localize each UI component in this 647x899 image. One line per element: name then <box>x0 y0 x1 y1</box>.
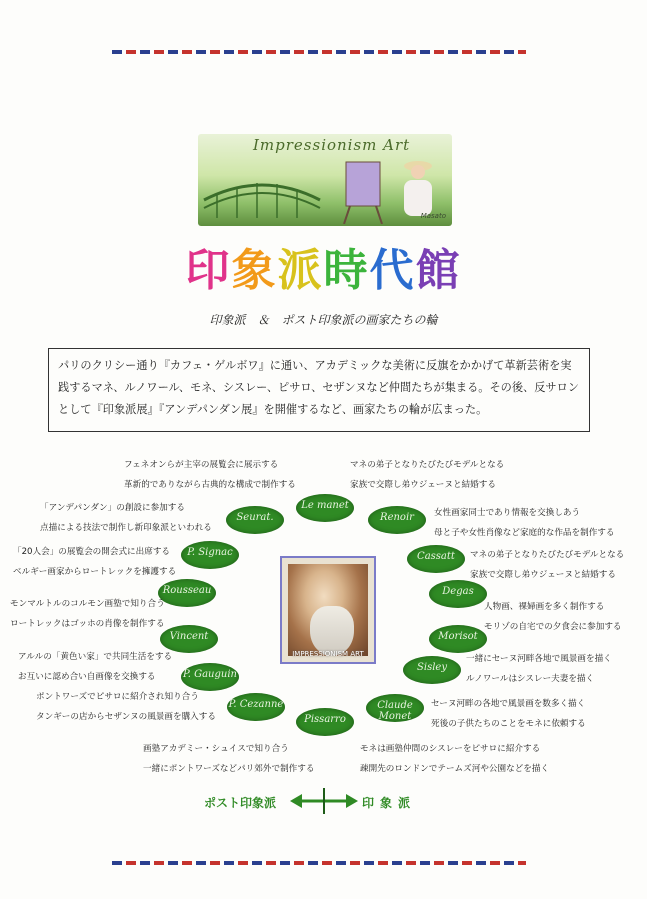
painter-oval-manet[interactable] <box>296 494 354 522</box>
note-manet: マネの弟子となりたびたびモデルとなる 家族で交際し弟ウジェーヌと結婚する <box>350 460 505 490</box>
painter-name: Rousseau <box>162 585 212 596</box>
painter-name: Morisot <box>438 631 478 642</box>
note-degas: 人物画、裸婦画を多く制作する モリゾの自宅での夕食会に参加する <box>484 602 622 632</box>
painter-name: P. Cezanne <box>228 699 284 710</box>
banner-script-title: Impressionism Art <box>253 136 411 154</box>
note-vincent: モンマルトルのコルモン画塾で知り合う ロートレックはゴッホの肖像を制作する <box>10 599 165 629</box>
central-portrait <box>280 556 376 664</box>
bottom-stripe-border <box>112 861 526 865</box>
title-char: 代 <box>369 245 416 296</box>
note-monet: モネは画塾仲間のシスレーをピサロに紹介する 疎開先のロンドンでテームズ河や公園などを描く <box>360 744 550 774</box>
note-sisley: セーヌ河畔の各地で風景画を数多く描く 死後の子供たちのことをモネに依頼する <box>431 699 586 729</box>
painter-oval-cassatt[interactable] <box>407 545 465 573</box>
note-seurat: フェネオンらが主宰の展覧会に展示する 革新的でありながら古典的な構成で制作する <box>124 460 296 490</box>
top-stripe-border <box>112 50 526 54</box>
portrait-caption: IMPRESSIONISM ART <box>292 650 364 658</box>
bridge-illustration <box>202 160 322 220</box>
title-char: 館 <box>415 245 462 296</box>
page-title <box>0 234 647 298</box>
painter-oval-sisley[interactable] <box>403 656 461 684</box>
painter-name: Claude Monet <box>377 700 413 722</box>
painter-name: P. Signac <box>187 547 233 558</box>
painter-oval-renoir[interactable] <box>368 506 426 534</box>
painter-oval-pissarro[interactable] <box>296 708 354 736</box>
note-rousseau: 「20人会」の展覧会の開会式に出席する ベルギー画家からロートレックを擁護する <box>13 547 177 577</box>
note-cezanne: ポントワーズでピサロに紹介され知り合う タンギーの店からセザンヌの風景画を購入する <box>36 692 216 722</box>
double-arrow-icon <box>290 786 358 816</box>
painter-oval-cezanne[interactable] <box>227 693 285 721</box>
note-pissarro: 画塾アカデミー・シュイスで知り合う 一緒にポントワーズなどパリ郊外で制作する <box>143 744 315 774</box>
impressionism-art-banner <box>198 134 452 226</box>
painter-name: P. Gauguin <box>183 669 237 680</box>
painter-name: Degas <box>442 586 474 597</box>
banner-signature: Masato <box>420 212 446 220</box>
title-char: 時 <box>323 245 370 296</box>
painter-oval-monet[interactable] <box>366 694 424 722</box>
painter-name: Pissarro <box>304 714 346 725</box>
page-subtitle: 印象派 ＆ ポスト印象派の画家たちの輪 <box>209 313 438 327</box>
post-impressionism-label: ポスト印象派 <box>204 796 277 810</box>
title-char: 派 <box>277 245 324 296</box>
note-gauguin: アルルの「黄色い家」で共同生活をする お互いに認め合い自画像を交換する <box>18 652 173 682</box>
painter-name: Vincent <box>169 631 209 642</box>
painter-name: Sisley <box>417 662 447 673</box>
note-renoir: 女性画家同士であり情報を交換しあう 母と子や女性肖像など家庭的な作品を制作する <box>434 508 615 538</box>
direction-arrow-row <box>0 786 647 816</box>
painter-oval-signac[interactable] <box>181 541 239 569</box>
title-char: 印 <box>185 245 232 296</box>
painter-name: Le manet <box>301 500 349 511</box>
painter-name: Renoir <box>380 512 414 523</box>
painter-name: Seurat. <box>236 512 274 523</box>
portrait-image <box>288 564 368 656</box>
title-char: 象 <box>231 245 278 296</box>
portrait-beard <box>310 606 354 656</box>
painter-oval-rousseau[interactable] <box>158 579 216 607</box>
note-signac: 「アンデパンダン」の創設に参加する 点描による技法で制作し新印象派といわれる <box>40 503 212 533</box>
painter-oval-seurat[interactable] <box>226 506 284 534</box>
intro-text-box: パリのクリシー通り『カフェ・ゲルボワ』に通い、アカデミックな美術に反旗をかかげて革新芸術を実践するマネ、ルノワール、モネ、シスレー、ピサロ、セザンヌなど仲間たちが集まる。その後、反サロンとして『印象派展』『アンデパンダン展』を開催するなど、画家たちの輪が広まった。 <box>48 348 590 432</box>
note-morisot-sisley: 一緒にセーヌ河畔各地で風景画を描く ルノワールはシスレー夫妻を描く <box>466 654 612 684</box>
painter-name: Cassatt <box>417 551 455 562</box>
impressionism-label: 印象派 <box>362 796 417 810</box>
note-cassatt: マネの弟子となりたびたびモデルとなる 家族で交際し弟ウジェーヌと結婚する <box>470 550 625 580</box>
